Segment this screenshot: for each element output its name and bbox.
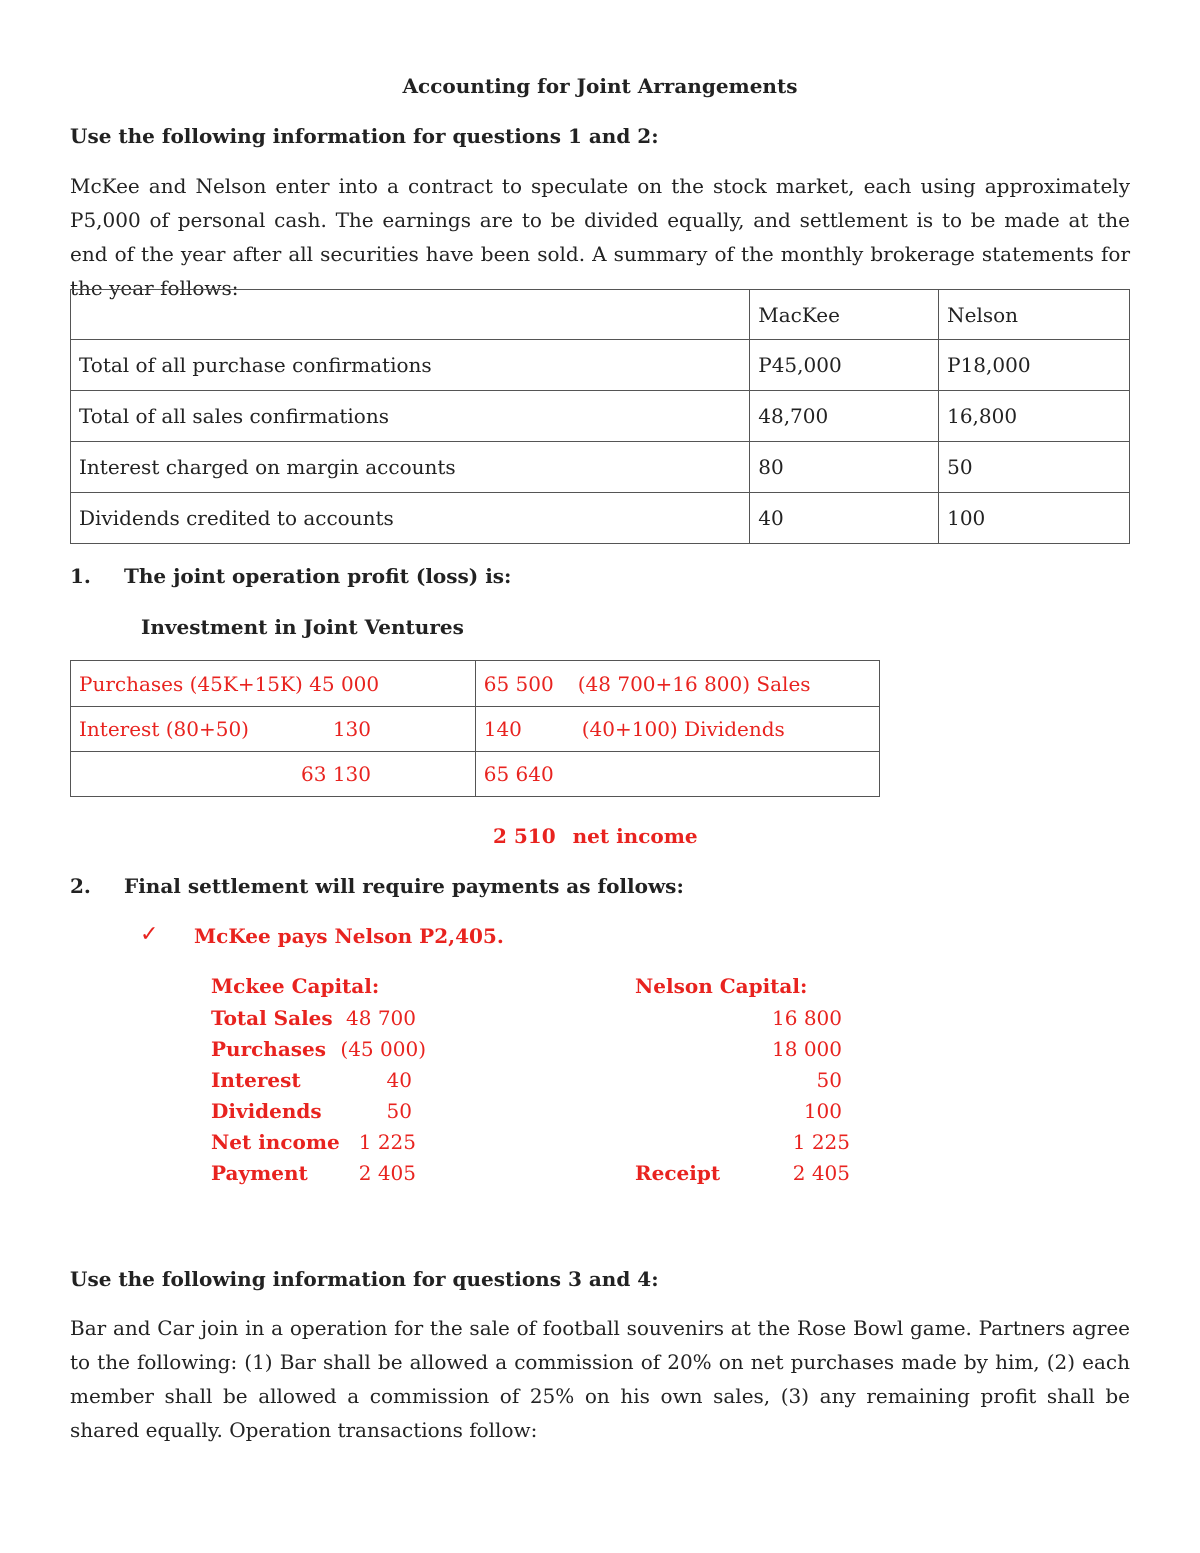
- mackee-value: 40: [750, 493, 939, 544]
- dividends-amount: 140: [483, 717, 522, 741]
- debit-total: 63 130: [301, 762, 371, 786]
- nelson-amount: 50: [816, 1068, 842, 1092]
- mckee-row-amount: 2 405: [358, 1161, 416, 1185]
- mackee-value: 48,700: [750, 391, 939, 442]
- net-income-line: [493, 824, 698, 848]
- sales-label: (48 700+16 800) Sales: [577, 671, 811, 696]
- net-income-label: net income: [572, 824, 698, 848]
- purchases-label: Purchases (45K+15K): [79, 671, 303, 696]
- mckee-row-amount: 48 700: [346, 1006, 416, 1030]
- mckee-row-label: Dividends: [211, 1099, 322, 1123]
- problem-paragraph-2: Bar and Car join in a operation for the sale of football souvenirs at the Rose Bowl game. Partners agree to the following: (1) Bar shall be allowed a commission of 20% on net purchases made by him, (2) each member shall be allowed a commission of 25% on his own sales, (3) any remaining profit shall be shared equally. Operation transactions follow:: [70, 1316, 1130, 1442]
- problem-paragraph-1: McKee and Nelson enter into a contract to speculate on the stock market, each using approximately P5,000 of personal cash. The earnings are to be divided equally, and settlement is to be made at the end of the year after all securities have been sold. A summary of the monthly brokerage statements for the year follows:: [70, 174, 1130, 300]
- t-account-row: [71, 661, 880, 707]
- question-1-text: The joint operation profit (loss) is:: [124, 564, 512, 588]
- nelson-receipt-row: [635, 1158, 850, 1189]
- section-heading-q1-2: Use the following information for questions 1 and 2:: [70, 124, 659, 148]
- receipt-label: Receipt: [635, 1161, 721, 1185]
- mackee-value: P45,000: [750, 340, 939, 391]
- header-cell-blank: [71, 290, 750, 340]
- nelson-amount: 2 405: [792, 1161, 850, 1185]
- t-account-title: Investment in Joint Ventures: [141, 615, 464, 639]
- question-2-text: Final settlement will require payments as follows:: [124, 874, 684, 898]
- interest-amount: 130: [332, 717, 371, 741]
- question-2-number: 2.: [70, 874, 91, 898]
- nelson-value: 16,800: [939, 391, 1130, 442]
- debit-cell: [71, 661, 476, 707]
- mckee-row-amount: 50: [386, 1099, 412, 1123]
- header-cell-mackee: MacKee: [750, 290, 939, 340]
- mckee-row-label: Net income: [211, 1130, 340, 1154]
- mckee-row-amount: 40: [386, 1068, 412, 1092]
- debit-cell: [71, 707, 476, 752]
- credit-total-cell: [475, 752, 879, 797]
- row-label: Total of all purchase confirmations: [71, 340, 750, 391]
- nelson-value: 50: [939, 442, 1130, 493]
- sales-amount: 65 500: [483, 671, 554, 696]
- nelson-value: 100: [939, 493, 1130, 544]
- net-income-amount: 2 510: [493, 824, 556, 848]
- row-label: Dividends credited to accounts: [71, 493, 750, 544]
- check-icon: ✓: [140, 922, 159, 947]
- mckee-row-amount: (45 000): [340, 1037, 426, 1061]
- header-cell-nelson: Nelson: [939, 290, 1130, 340]
- nelson-amount: 16 800: [772, 1006, 842, 1030]
- mckee-row-label: Total Sales: [211, 1006, 333, 1030]
- document-title: Accounting for Joint Arrangements: [402, 74, 798, 98]
- answer-text: McKee pays Nelson P2,405.: [194, 924, 504, 948]
- section-heading-q3-4: Use the following information for questions 3 and 4:: [70, 1267, 659, 1291]
- mckee-row: [211, 1003, 426, 1034]
- table-row: [71, 391, 1130, 442]
- table-row: [71, 340, 1130, 391]
- table-row: [71, 442, 1130, 493]
- t-account-row: [71, 752, 880, 797]
- table-row: [71, 493, 1130, 544]
- mckee-row: [211, 1127, 426, 1158]
- row-label: Interest charged on margin accounts: [71, 442, 750, 493]
- purchases-amount: 45 000: [309, 671, 380, 696]
- mckee-row: [211, 1065, 426, 1096]
- mckee-row: [211, 1158, 426, 1189]
- mackee-value: 80: [750, 442, 939, 493]
- debit-total-cell: [71, 752, 476, 797]
- nelson-capital-list: [635, 1003, 850, 1189]
- mckee-row: [211, 1034, 426, 1065]
- mckee-capital-list: [211, 1003, 426, 1189]
- nelson-value: P18,000: [939, 340, 1130, 391]
- credit-cell: [475, 707, 879, 752]
- nelson-amount: 1 225: [792, 1130, 850, 1154]
- nelson-amount: 18 000: [772, 1037, 842, 1061]
- row-label: Total of all sales confirmations: [71, 391, 750, 442]
- t-account-table: [70, 660, 880, 797]
- t-account-row: [71, 707, 880, 752]
- brokerage-summary-table: [70, 289, 1130, 544]
- mckee-capital-title: Mckee Capital:: [211, 974, 380, 998]
- question-1-number: 1.: [70, 564, 91, 588]
- credit-total: 65 640: [483, 762, 554, 786]
- credit-cell: [475, 661, 879, 707]
- dividends-label: (40+100) Dividends: [581, 717, 785, 741]
- mckee-row-label: Payment: [211, 1161, 308, 1185]
- mckee-row-label: Purchases: [211, 1037, 327, 1061]
- interest-label: Interest (80+50): [79, 717, 249, 741]
- mckee-row-label: Interest: [211, 1068, 301, 1092]
- mckee-row-amount: 1 225: [358, 1130, 416, 1154]
- nelson-capital-title: Nelson Capital:: [635, 974, 808, 998]
- mckee-row: [211, 1096, 426, 1127]
- nelson-amount: 100: [803, 1099, 842, 1123]
- table-header-row: [71, 290, 1130, 340]
